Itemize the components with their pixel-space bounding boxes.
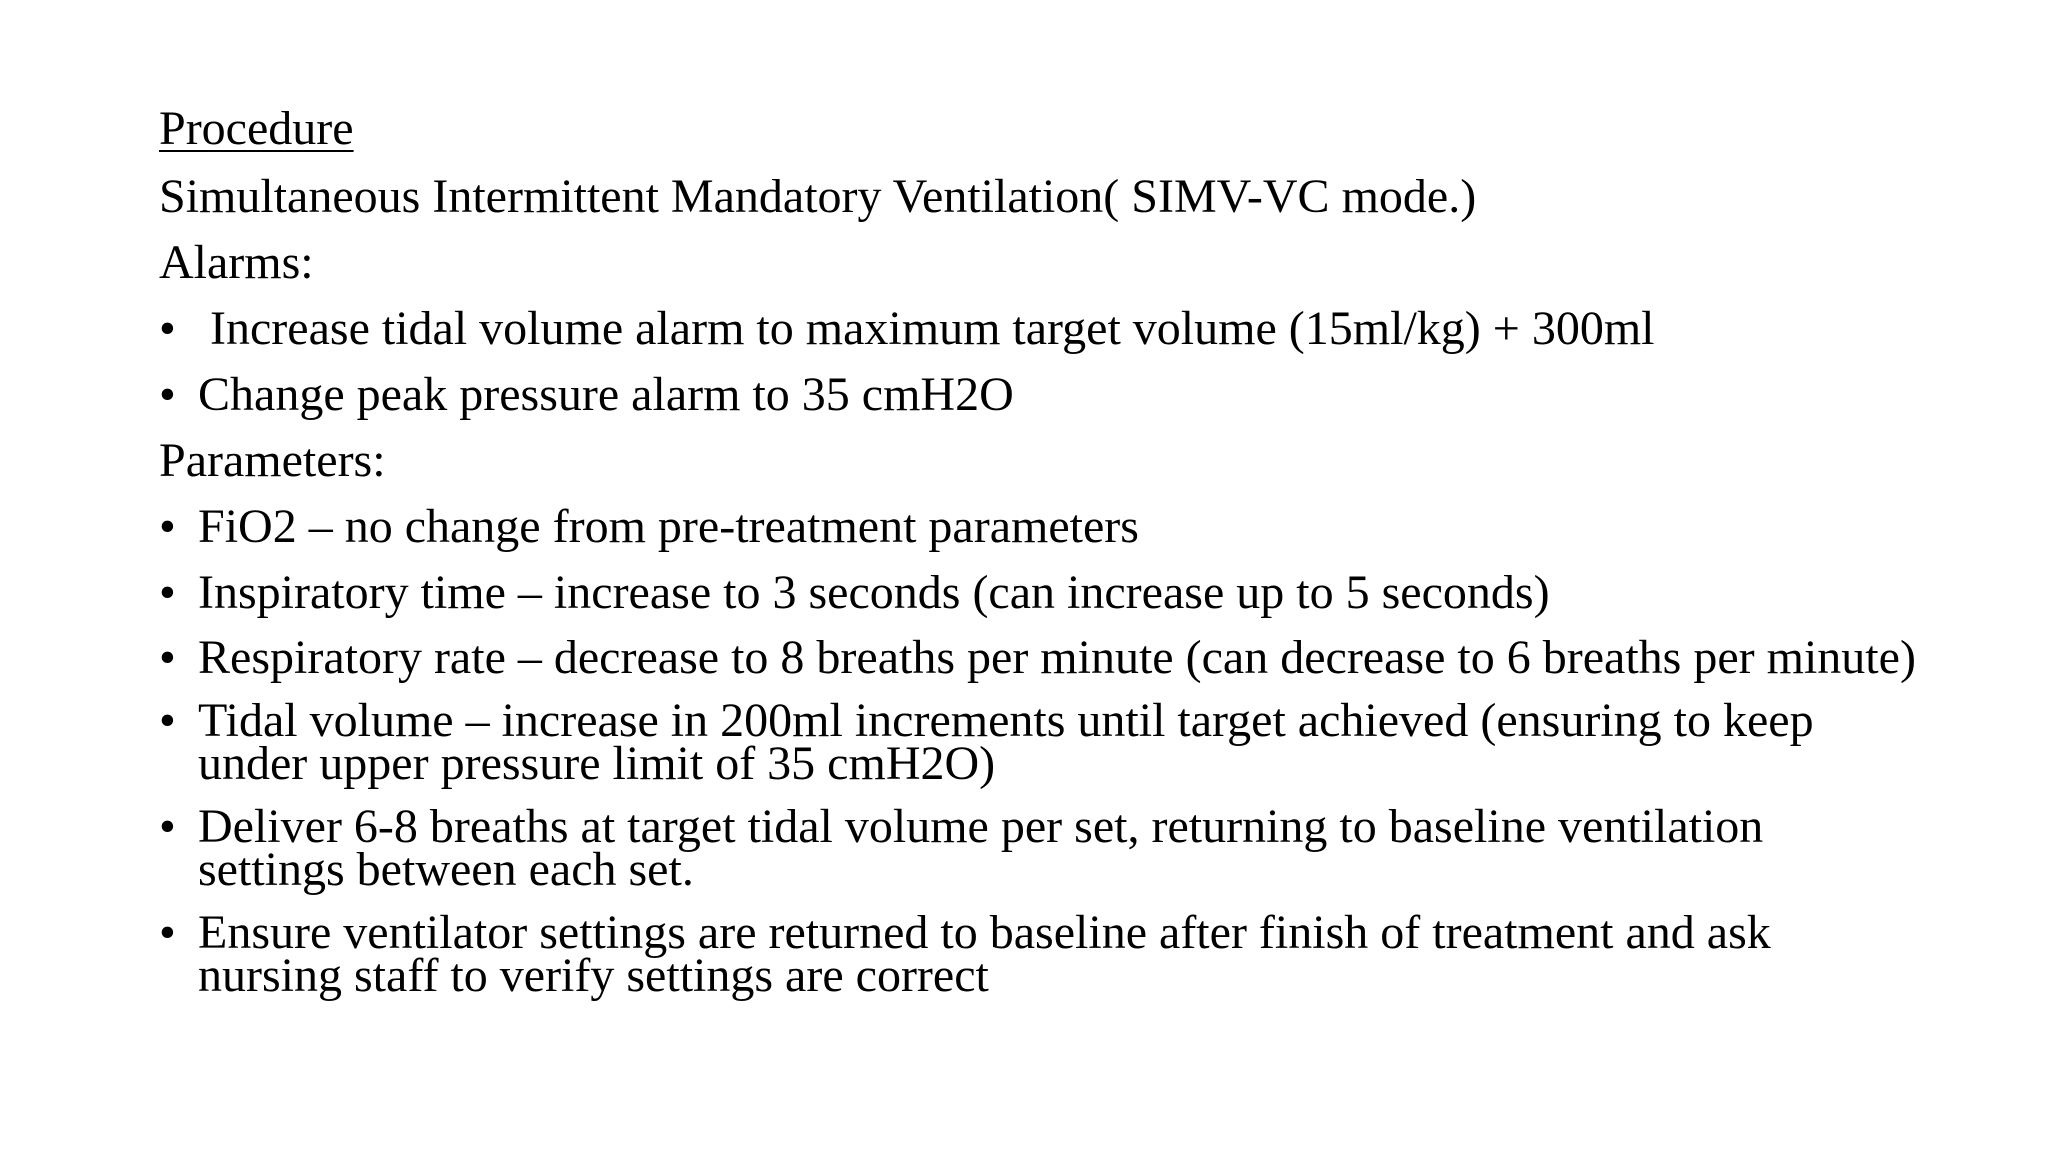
bullet-icon: • [159,694,176,747]
parameter-item [159,689,1919,795]
parameter-item-text: Respiratory rate – decrease to 8 breaths per minute (can decrease to 6 breaths per minute) [198,631,1916,684]
parameter-item [159,795,1919,901]
parameter-item-text: Inspiratory time – increase to 3 seconds (can increase up to 5 seconds) [198,566,1550,619]
bullet-icon: • [159,302,176,355]
alarm-item [159,296,1919,362]
bullet-icon: • [159,500,176,553]
alarm-item-text: Change peak pressure alarm to 35 cmH2O [198,368,1014,421]
alarm-item [159,362,1919,428]
slide-content [159,96,1919,1007]
parameter-item [159,494,1919,560]
bullet-icon: • [159,906,176,959]
bullet-icon: • [159,368,176,421]
parameter-item-text: Ensure ventilator settings are returned to baseline after finish of treatment and ask nursing staff to verify settings are correct [198,906,1771,1002]
bullet-icon: • [159,566,176,619]
parameter-item-text: Tidal volume – increase in 200ml increments until target achieved (ensuring to keep under upper pressure limit of 35 cmH2O) [198,694,1814,790]
procedure-heading: Procedure [159,102,354,155]
alarms-title: Alarms: [159,236,314,289]
parameters-list [159,494,1919,1007]
parameter-item [159,560,1919,626]
parameter-item [159,901,1919,1007]
parameter-item [159,626,1919,689]
parameter-item-text: Deliver 6-8 breaths at target tidal volume per set, returning to baseline ventilation settings between each set. [198,800,1764,896]
bullet-icon: • [159,631,176,684]
ventilation-mode-line: Simultaneous Intermittent Mandatory Ventilation( SIMV-VC mode.) [159,170,1477,223]
parameters-title: Parameters: [159,434,386,487]
alarms-list [159,296,1919,428]
bullet-icon: • [159,800,176,853]
parameter-item-text: FiO2 – no change from pre-treatment parameters [198,500,1139,553]
alarm-item-text: Increase tidal volume alarm to maximum target volume (15ml/kg) + 300ml [210,302,1655,355]
